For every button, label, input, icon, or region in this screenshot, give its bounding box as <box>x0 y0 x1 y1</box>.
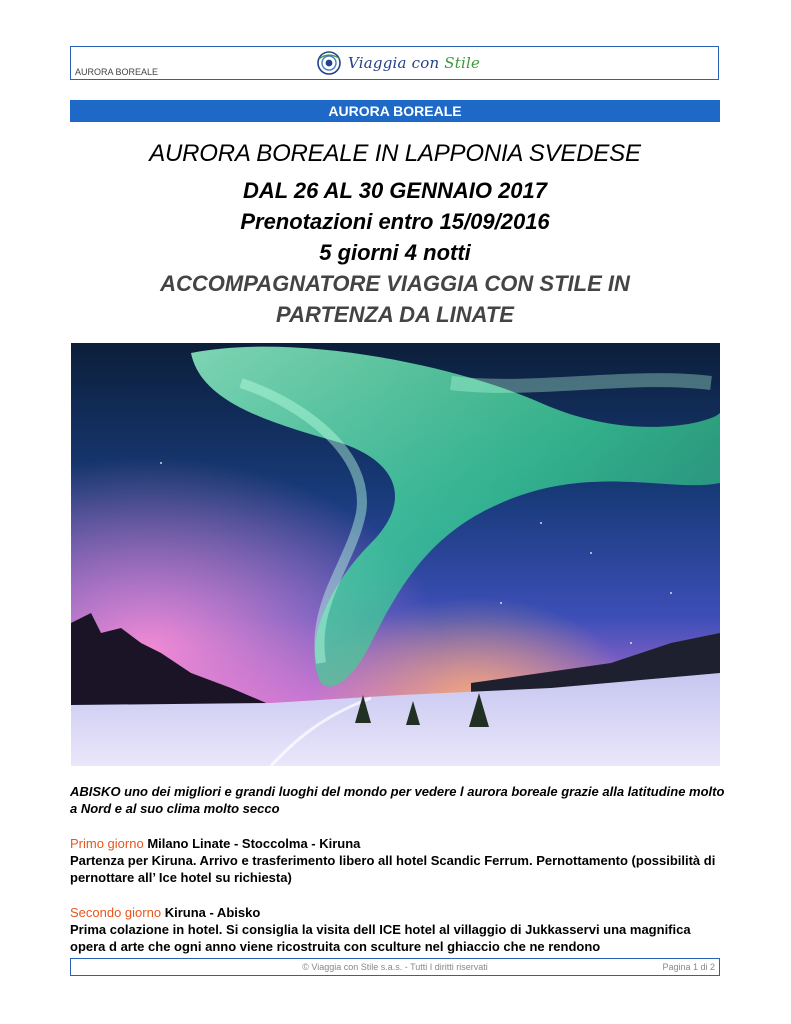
brand-logo <box>315 50 480 76</box>
escort-line-1: ACCOMPAGNATORE VIAGGIA CON STILE IN <box>160 271 630 296</box>
aurora-photo <box>71 343 720 766</box>
escort-line-2: PARTENZA DA LINATE <box>276 302 514 327</box>
date-range: DAL 26 AL 30 GENNAIO 2017 <box>242 178 548 203</box>
brand-name-accent: Stile <box>444 54 481 72</box>
day-2-route: Kiruna - Abisko <box>161 905 261 920</box>
header-label: AURORA BOREALE <box>75 67 159 77</box>
itinerary-body <box>70 783 725 955</box>
day-1-route: Milano Linate - Stoccolma - Kiruna <box>143 836 361 851</box>
day-1-text: Partenza per Kiruna. Arrivo e trasferimento libero all hotel Scandic Ferrum. Pernottamento (possibilità di pernottare all’ Ice hotel su richiesta) <box>70 853 716 885</box>
brand-name-main: Viaggia con <box>348 54 445 72</box>
day-2-label: Secondo giorno <box>70 905 162 920</box>
main-title: AURORA BOREALE IN LAPPONIA SVEDESE <box>149 140 641 167</box>
day-1-heading <box>70 835 725 852</box>
title-block <box>70 139 720 330</box>
section-heading-bar: AURORA BOREALE <box>70 100 720 122</box>
page-number: Pagina 1 di 2 <box>662 962 715 972</box>
brand-name <box>348 54 480 72</box>
booking-deadline: Prenotazioni entro 15/09/2016 <box>240 209 550 234</box>
logo-swirl-icon <box>315 50 345 76</box>
day-1-label: Primo giorno <box>70 836 144 851</box>
page-footer <box>70 958 720 976</box>
duration: 5 giorni 4 notti <box>319 240 471 265</box>
day-2-text: Prima colazione in hotel. Si consiglia la visita dell ICE hotel al villaggio di Jukkasservi una magnifica opera d arte che ogni anno viene ricostruita con sculture nel ghiaccio che ne rendono <box>70 922 691 954</box>
footer-copyright: © Viaggia con Stile s.a.s. - Tutti I diritti riservati <box>302 962 488 972</box>
page-header <box>70 46 719 80</box>
day-2-heading <box>70 904 725 921</box>
intro-paragraph: ABISKO uno dei migliori e grandi luoghi del mondo per vedere l aurora boreale grazie alla latitudine molto a Nord e al suo clima molto secco <box>70 784 725 816</box>
